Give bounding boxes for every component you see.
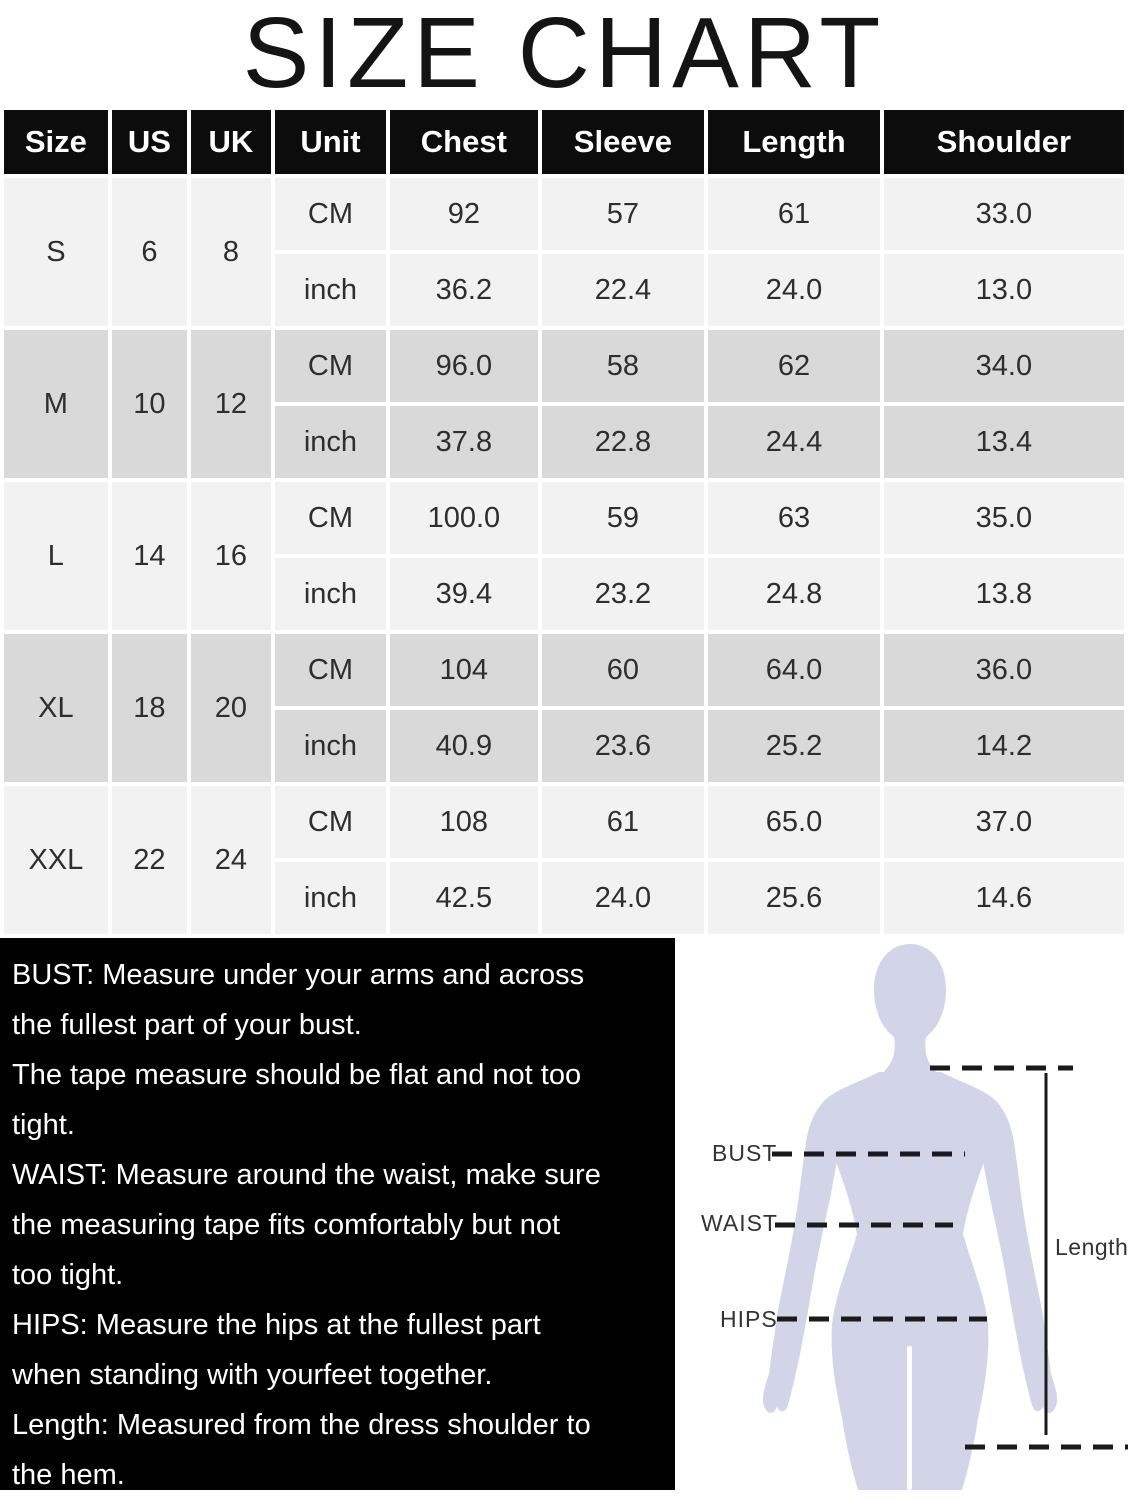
shoulder-cell: 13.4 — [884, 406, 1124, 478]
chest-cell: 92 — [390, 178, 537, 250]
sleeve-cell: 24.0 — [542, 862, 705, 934]
unit-cell: CM — [275, 330, 386, 402]
sleeve-cell: 23.6 — [542, 710, 705, 782]
unit-cell: CM — [275, 482, 386, 554]
size-table — [0, 106, 1128, 938]
uk-cell: 8 — [191, 178, 271, 326]
note-line: Length: Measured from the dress shoulder to — [12, 1409, 591, 1441]
column-header-chest: Chest — [390, 110, 537, 174]
chest-cell: 37.8 — [390, 406, 537, 478]
shoulder-cell: 35.0 — [884, 482, 1124, 554]
shoulder-cell: 36.0 — [884, 634, 1124, 706]
us-cell: 14 — [112, 482, 187, 630]
us-cell: 6 — [112, 178, 187, 326]
us-cell: 10 — [112, 330, 187, 478]
unit-cell: CM — [275, 786, 386, 858]
column-header-length: Length — [708, 110, 879, 174]
unit-cell: CM — [275, 178, 386, 250]
length-cell: 24.8 — [708, 558, 879, 630]
table-row — [4, 178, 1124, 250]
note-line: the measuring tape fits comfortably but not — [12, 1209, 561, 1241]
uk-cell: 12 — [191, 330, 271, 478]
shoulder-cell: 13.0 — [884, 254, 1124, 326]
chest-cell: 39.4 — [390, 558, 537, 630]
hips-label: HIPS — [720, 1306, 778, 1332]
chest-cell: 40.9 — [390, 710, 537, 782]
length-cell: 24.0 — [708, 254, 879, 326]
length-cell: 64.0 — [708, 634, 879, 706]
sleeve-cell: 60 — [542, 634, 705, 706]
size-cell: XL — [4, 634, 108, 782]
uk-cell: 20 — [191, 634, 271, 782]
column-header-us: US — [112, 110, 187, 174]
unit-cell: CM — [275, 634, 386, 706]
column-header-shoulder: Shoulder — [884, 110, 1124, 174]
column-header-uk: UK — [191, 110, 271, 174]
uk-cell: 24 — [191, 786, 271, 934]
column-header-size: Size — [4, 110, 108, 174]
measurement-notes — [0, 938, 675, 1490]
note-line: the hem. — [12, 1459, 125, 1491]
chest-cell: 100.0 — [390, 482, 537, 554]
shoulder-cell: 14.6 — [884, 862, 1124, 934]
sleeve-cell: 22.8 — [542, 406, 705, 478]
chest-cell: 36.2 — [390, 254, 537, 326]
title-bar — [0, 0, 1128, 109]
note-line: the fullest part of your bust. — [12, 1009, 362, 1041]
note-line: BUST: Measure under your arms and across — [12, 959, 585, 991]
measurement-diagram — [675, 938, 1128, 1490]
unit-cell: inch — [275, 254, 386, 326]
unit-cell: inch — [275, 862, 386, 934]
unit-cell: inch — [275, 406, 386, 478]
us-cell: 18 — [112, 634, 187, 782]
length-cell: 25.6 — [708, 862, 879, 934]
length-cell: 63 — [708, 482, 879, 554]
length-cell: 62 — [708, 330, 879, 402]
length-cell: 61 — [708, 178, 879, 250]
leg-gap — [907, 1346, 912, 1490]
size-cell: L — [4, 482, 108, 630]
sleeve-cell: 61 — [542, 786, 705, 858]
column-header-sleeve: Sleeve — [542, 110, 705, 174]
waist-label: WAIST — [701, 1210, 778, 1236]
shoulder-cell: 37.0 — [884, 786, 1124, 858]
chest-cell: 42.5 — [390, 862, 537, 934]
page-title: SIZE CHART — [242, 0, 886, 109]
unit-cell: inch — [275, 710, 386, 782]
size-cell: M — [4, 330, 108, 478]
shoulder-cell: 33.0 — [884, 178, 1124, 250]
note-line: HIPS: Measure the hips at the fullest part — [12, 1309, 541, 1341]
sleeve-cell: 59 — [542, 482, 705, 554]
note-line: WAIST: Measure around the waist, make sure — [12, 1159, 601, 1191]
length-label: Length — [1055, 1234, 1128, 1260]
note-line: too tight. — [12, 1259, 124, 1291]
chest-cell: 104 — [390, 634, 537, 706]
shoulder-cell: 14.2 — [884, 710, 1124, 782]
size-cell: S — [4, 178, 108, 326]
chest-cell: 96.0 — [390, 330, 537, 402]
size-cell: XXL — [4, 786, 108, 934]
us-cell: 22 — [112, 786, 187, 934]
column-header-unit: Unit — [275, 110, 386, 174]
sleeve-cell: 23.2 — [542, 558, 705, 630]
note-line: The tape measure should be flat and not too — [12, 1059, 582, 1091]
sleeve-cell: 57 — [542, 178, 705, 250]
bust-label: BUST — [712, 1140, 778, 1166]
chest-cell: 108 — [390, 786, 537, 858]
unit-cell: inch — [275, 558, 386, 630]
table-row — [4, 786, 1124, 858]
bottom-section — [0, 938, 1128, 1490]
sleeve-cell: 22.4 — [542, 254, 705, 326]
sleeve-cell: 58 — [542, 330, 705, 402]
length-cell: 24.4 — [708, 406, 879, 478]
length-cell: 25.2 — [708, 710, 879, 782]
table-row — [4, 634, 1124, 706]
table-row — [4, 330, 1124, 402]
table-row — [4, 482, 1124, 554]
note-line: tight. — [12, 1109, 75, 1141]
note-line: when standing with yourfeet together. — [12, 1359, 493, 1391]
shoulder-cell: 13.8 — [884, 558, 1124, 630]
length-cell: 65.0 — [708, 786, 879, 858]
uk-cell: 16 — [191, 482, 271, 630]
shoulder-cell: 34.0 — [884, 330, 1124, 402]
header-row — [4, 110, 1124, 174]
